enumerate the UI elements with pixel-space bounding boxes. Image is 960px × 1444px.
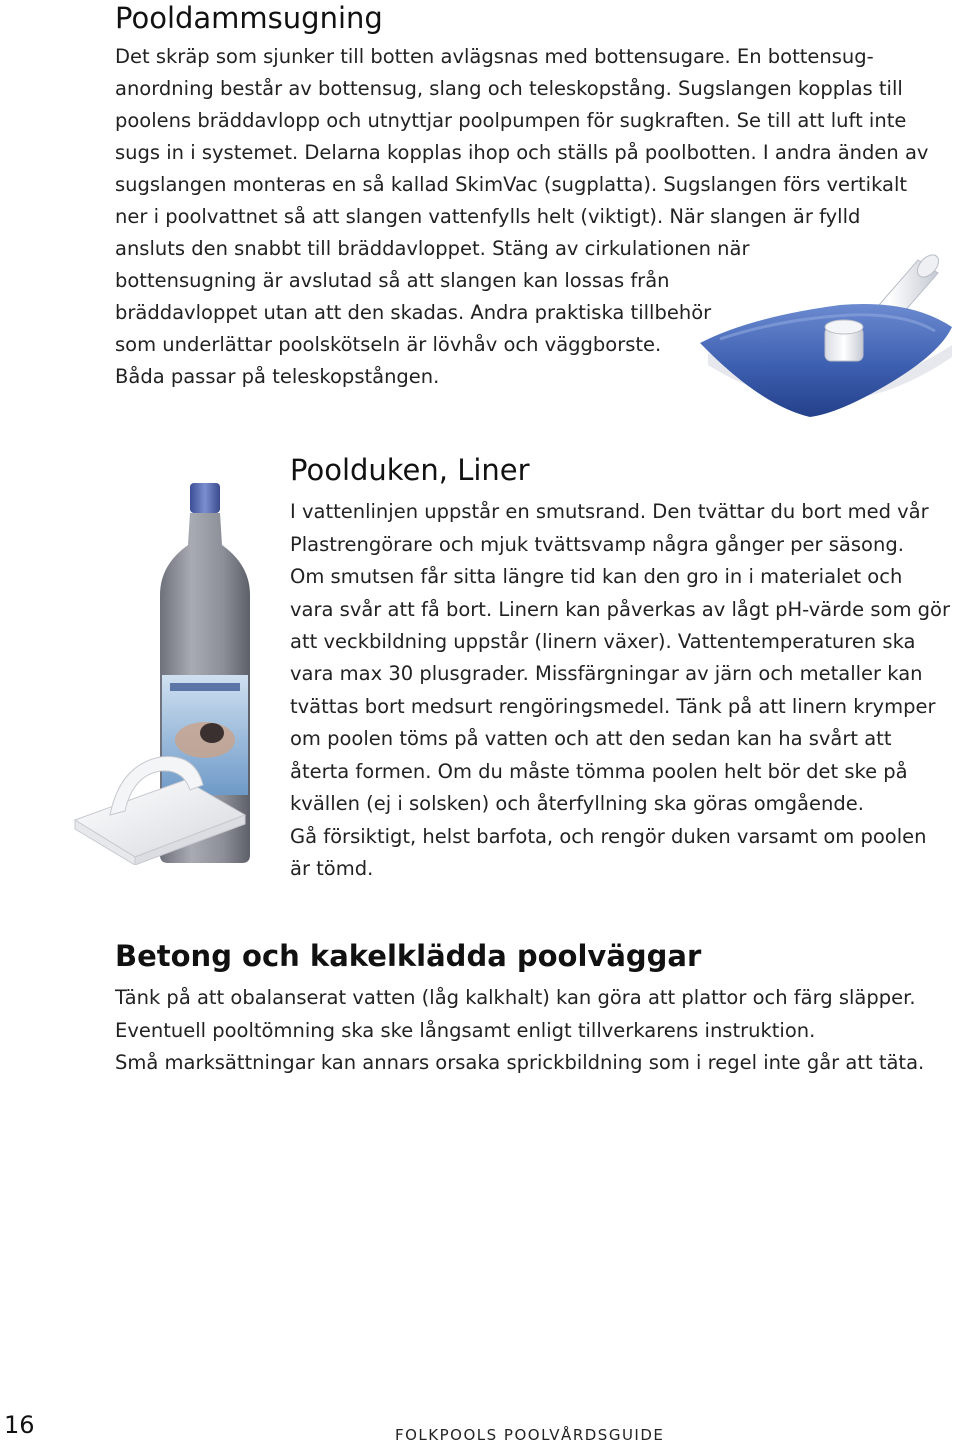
text-line: sugs in i systemet. Delarna kopplas ihop och ställs på poolbotten. I andra änden av (115, 141, 929, 164)
text-line: bräddavloppet utan att den skadas. Andra praktiska tillbehör (115, 301, 712, 324)
text-line: ner i poolvattnet så att slangen vattenfylls helt (viktigt). När slangen är fylld (115, 205, 861, 228)
text-line: om poolen töms på vatten och att den sedan kan ha svårt att (290, 727, 892, 750)
text-line: bottensugning är avslutad så att slangen kan lossas från (115, 269, 670, 292)
skimvac-image (690, 235, 960, 450)
text-line: vara max 30 plusgrader. Missfärgningar av järn och metaller kan (290, 662, 923, 685)
heading-pooldammsugning: Pooldammsugning (115, 1, 383, 35)
text-line: Gå försiktigt, helst barfota, och rengör duken varsamt om poolen (290, 825, 927, 848)
text-line: kvällen (ej i solsken) och återfyllning ska göras omgående. (290, 792, 864, 815)
text-line: återta formen. Om du måste tömma poolen helt bör det ske på (290, 760, 908, 783)
text-line: anordning består av bottensug, slang och teleskopstång. Sugslangen kopplas till (115, 77, 903, 100)
text-line: Båda passar på teleskopstången. (115, 365, 440, 388)
text-line: ansluts den snabbt till bräddavloppet. Stäng av cirkulationen när (115, 237, 750, 260)
text-line: poolens bräddavlopp och utnyttjar poolpumpen för sugkraften. Se till att luft inte (115, 109, 907, 132)
heading-poolduken: Poolduken, Liner (290, 453, 530, 487)
footer-guide-title: FOLKPOOLS POOLVÅRDSGUIDE (395, 1426, 665, 1444)
text-line: I vattenlinjen uppstår en smutsrand. Den tvättar du bort med vår (290, 500, 929, 523)
text-line: sugslangen monteras en så kallad SkimVac (sugplatta). Sugslangen förs vertikalt (115, 173, 908, 196)
text-line: tvättas bort medsurt rengöringsmedel. Tänk på att linern krymper (290, 695, 936, 718)
text-line: Om smutsen får sitta längre tid kan den gro in i materialet och (290, 565, 903, 588)
scrub-brush-image (65, 745, 255, 865)
text-line: att veckbildning uppstår (linern växer). Vattentemperaturen ska (290, 630, 916, 653)
text-line: Eventuell pooltömning ska ske långsamt enligt tillverkarens instruktion. (115, 1019, 816, 1042)
text-line: Små marksättningar kan annars orsaka sprickbildning som i regel inte går att täta. (115, 1051, 925, 1074)
heading-betong: Betong och kakelklädda poolväggar (115, 939, 702, 973)
text-line: Det skräp som sjunker till botten avlägsnas med bottensugare. En bottensug- (115, 45, 874, 68)
text-line: som underlättar poolskötseln är lövhåv och väggborste. (115, 333, 662, 356)
page-number: 16 (4, 1411, 35, 1439)
text-line: är tömd. (290, 857, 374, 880)
text-line: vara svår att få bort. Linern kan påverkas av lågt pH-värde som gör (290, 598, 950, 621)
text-line: Plastrengörare och mjuk tvättsvamp några gånger per säsong. (290, 533, 904, 556)
text-line: Tänk på att obalanserat vatten (låg kalkhalt) kan göra att plattor och färg släpper. (115, 986, 916, 1009)
